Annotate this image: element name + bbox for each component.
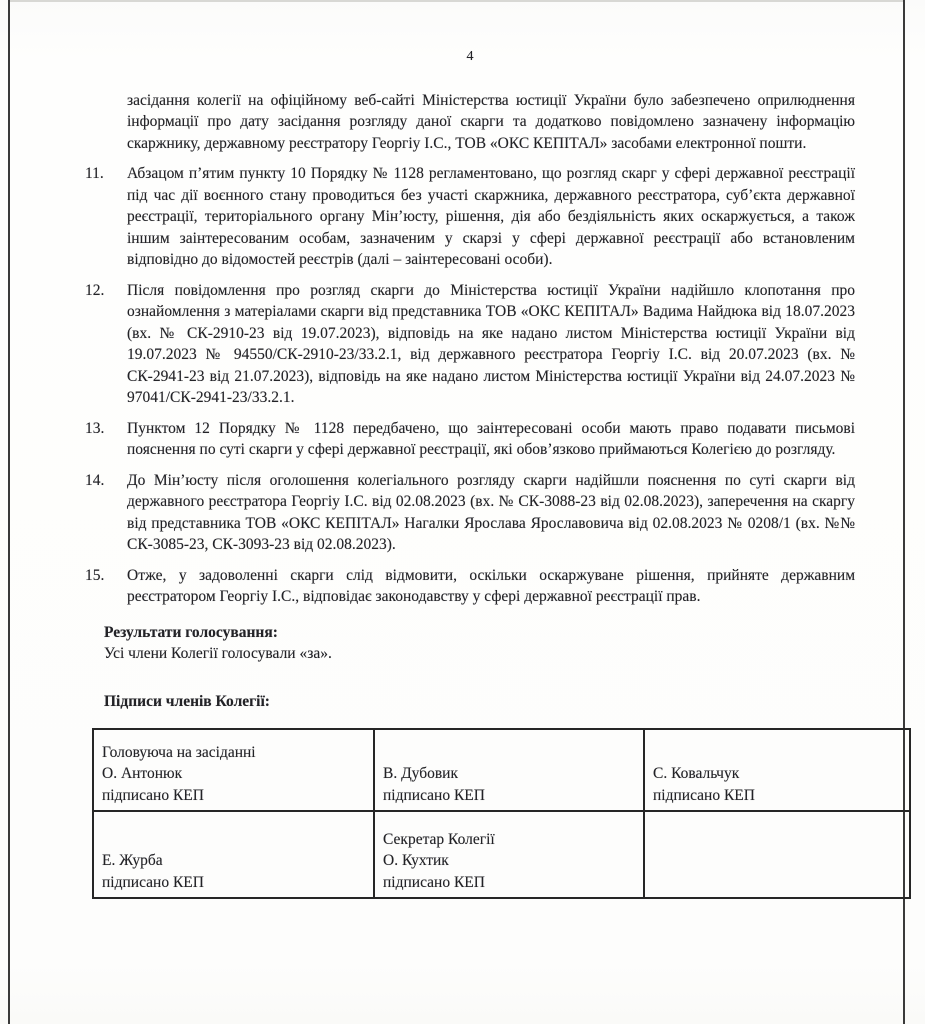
signature-cell-dubovyk — [374, 729, 644, 811]
signature-cell-kukhtyk — [374, 811, 644, 898]
scan-edge-left — [8, 0, 10, 1024]
signatures-heading: Підписи членів Колегії: — [104, 692, 270, 710]
item-text-13: Пунктом 12 Порядку № 1128 передбачено, що заінтересовані особи мають право подавати письмові пояснення по суті скарги у сфері державної реєстрації, які обов’язково приймаються Колегією до розгляду. — [127, 419, 855, 458]
list-item-11 — [85, 163, 855, 271]
signature-status: підписано КЕП — [383, 786, 485, 804]
signature-status: підписано КЕП — [653, 786, 755, 804]
signature-name: О. Кухтик — [383, 852, 449, 869]
item-text-14: До Мін’юсту після оголошення колегіального розгляду скарги надійшли пояснення по суті скарги від державного реєстратора Георгіу І.С. від 02.08.2023 (вх. № СК-3088-23 від 02.08.2023), заперечення на скаргу від представника ТОВ «ОКС КЕПІТАЛ» Нагалки Ярослава Ярославовича від 02.08.2023 № 0208/1 (вх. №№ СК-3085-23, СК-3093-23 від 02.08.2023). — [127, 471, 855, 553]
signature-name: О. Антонюк — [102, 765, 183, 782]
signature-name: Е. Журба — [102, 852, 163, 869]
item-number-11: 11. — [85, 165, 104, 182]
signature-status: підписано КЕП — [102, 873, 204, 891]
signature-role: Головуюча на засіданні — [102, 743, 256, 761]
signature-role: Секретар Колегії — [383, 830, 495, 848]
signature-cell-zhurba — [93, 811, 374, 898]
signature-table-row-1 — [93, 729, 910, 811]
item-number-12: 12. — [85, 281, 105, 299]
list-item-15 — [85, 565, 855, 608]
page-number: 4 — [466, 49, 474, 64]
signature-status: підписано КЕП — [102, 786, 204, 804]
list-item-12 — [85, 280, 855, 409]
continuation-paragraph: засідання колегії на офіційному веб-сайті Міністерства юстиції України було забезпечено оприлюднення інформації про дату засідання розгляду даної скарги та додатково повідомлено зазначену інформацію скаржнику, державному реєстратору Георгіу І.С., ТОВ «ОКС КЕПІТАЛ» засобами електронної пошти. — [127, 91, 855, 152]
item-text-12: Після повідомлення про розгляд скарги до Міністерства юстиції України надійшло клопотання про ознайомлення з матеріалами скарги від представника ТОВ «ОКС КЕПІТАЛ» Вадима Найдюка від 18.07.2023 (вх. № СК-2910-23 від 19.07.2023), відповідь на яке надано листом Міністерства юстиції України від 19.07.2023 № 94550/СК-2910-23/33.2.1, від державного реєстратора Георгіу І.С. від 20.07.2023 (вх. № СК-2941-23 від 21.07.2023), відповідь на яке надано листом Міністерства юстиції України від 24.07.2023 № 97041/СК-2941-23/33.2.1. — [127, 281, 855, 406]
signature-cell-antoniuk — [93, 729, 374, 811]
item-number-15: 15. — [85, 566, 105, 584]
signature-cell-empty — [644, 811, 910, 898]
voting-results-heading: Результати голосування: — [104, 623, 278, 641]
signature-cell-kovalchuk — [644, 729, 910, 811]
list-item-13 — [85, 418, 855, 461]
page-content — [85, 46, 855, 899]
signature-name: С. Ковальчук — [653, 765, 740, 782]
signature-table-row-2 — [93, 811, 910, 898]
signature-table — [92, 728, 911, 899]
list-item-14 — [85, 470, 855, 556]
item-number-14: 14. — [85, 471, 105, 489]
voting-results-text: Усі члени Колегії голосували «за». — [104, 645, 332, 662]
signature-name: В. Дубовик — [383, 765, 458, 782]
scan-edge-top — [8, 0, 905, 2]
signature-status: підписано КЕП — [383, 873, 485, 891]
item-text-15: Отже, у задоволенні скарги слід відмовити, оскільки оскаржуване рішення, прийняте державним реєстратором Георгіу І.С., відповідає законодавству у сфері державної реєстрації прав. — [127, 566, 855, 605]
item-number-13: 13. — [85, 419, 105, 437]
item-text-11: Абзацом п’ятим пункту 10 Порядку № 1128 регламентовано, що розгляд скарг у сфері державної реєстрації під час дії воєнного стану проводиться без участі скаржника, державного реєстратора, суб’єкта державної реєстрації, територіального органу Мін’юсту, рішення, дія або бездіяльність яких оскаржується, а також іншим заінтересованим особам, зазначеним у скарзі у сфері державної реєстрації або встановленим відповідно до відомостей реєстрів (далі – заінтересовані особи). — [127, 165, 855, 268]
